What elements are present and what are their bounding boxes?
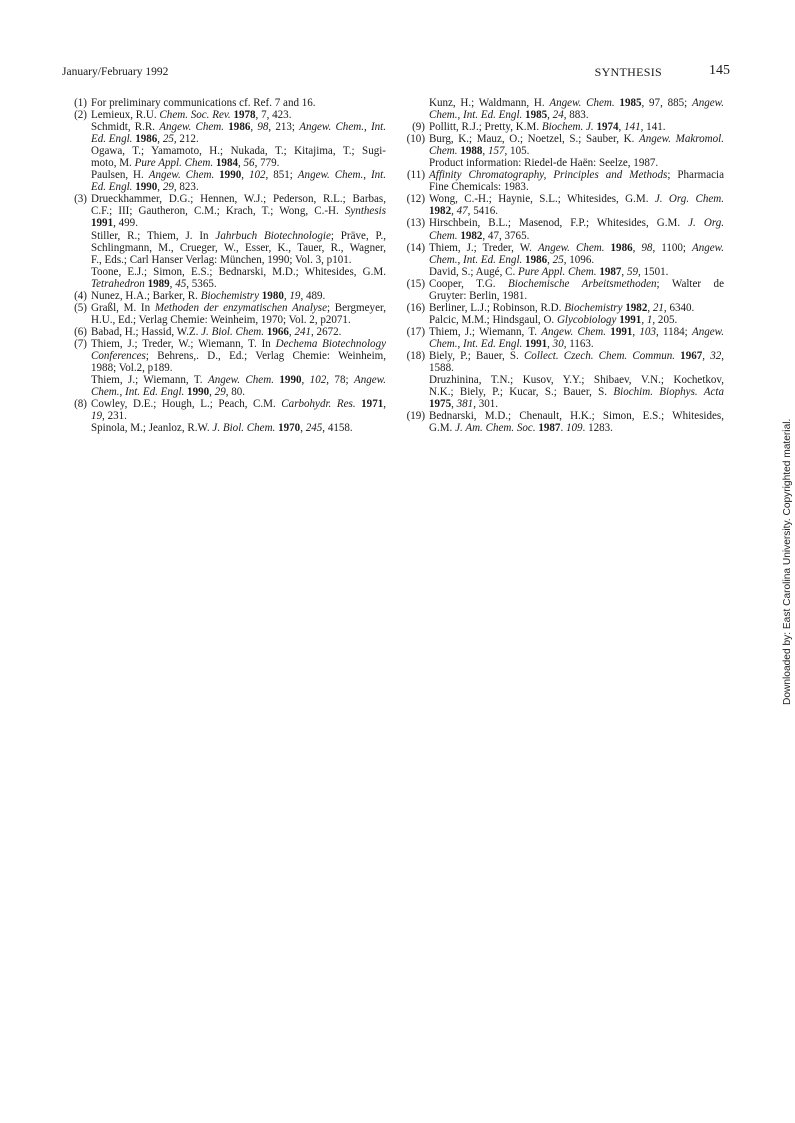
reference-line: 1982, 47, 5416.	[429, 205, 499, 218]
page-number: 145	[709, 63, 730, 78]
reference-text	[91, 302, 386, 326]
reference-entry	[406, 169, 724, 193]
reference-line: Chem., Int. Ed. Engl. 1985, 24, 883.	[429, 109, 589, 122]
reference-line: For preliminary communications cf. Ref. 7 and 16.	[91, 97, 316, 109]
reference-line: Tetrahedron 1989, 45, 5365.	[91, 277, 217, 290]
reference-line: Babad, H.; Hassid, W.Z. J. Biol. Chem. 1966, 241, 2672.	[91, 325, 342, 338]
reference-line: Chem., Int. Ed. Engl. 1990, 29, 80.	[91, 386, 246, 399]
reference-continuation	[406, 97, 724, 121]
reference-entry	[68, 326, 386, 338]
reference-line: Gruyter: Berlin, 1981.	[429, 289, 528, 302]
reference-line: Toone, E.J.; Simon, E.S.; Bednarski, M.D.; Whitesides, G.M.	[91, 265, 386, 278]
reference-entry	[406, 278, 724, 302]
reference-number: (7)	[74, 337, 87, 350]
reference-line: 1988; Vol.2, p189.	[91, 362, 173, 375]
reference-continuation	[406, 157, 724, 169]
reference-line: C.F.; III; Gautheron, C.M.; Krach, T.; Wong, C.-H. Synthesis	[91, 205, 386, 218]
reference-entry	[68, 338, 386, 374]
reference-text	[429, 133, 724, 157]
reference-entry	[406, 350, 724, 374]
reference-text	[91, 398, 386, 422]
reference-text	[429, 242, 724, 266]
reference-line: Chem. 1988, 157, 105.	[429, 145, 530, 158]
reference-line: Paulsen, H. Angew. Chem. 1990, 102, 851; Angew. Chem., Int.	[91, 169, 386, 182]
reference-line: Pollitt, R.J.; Pretty, K.M. Biochem. J. 1974, 141, 141.	[429, 121, 666, 134]
reference-line: Chem., Int. Ed. Engl. 1986, 25, 1096.	[429, 253, 595, 266]
reference-line: Kunz, H.; Waldmann, H. Angew. Chem. 1985, 97, 885; Angew.	[429, 97, 724, 109]
reference-continuation	[68, 121, 386, 145]
reference-text	[429, 97, 724, 121]
reference-line: Conferences; Behrens,. D., Ed.; Verlag Chemie: Weinheim,	[91, 349, 386, 362]
reference-line: Thiem, J.; Treder, W. Angew. Chem. 1986, 98, 1100; Angew.	[429, 241, 724, 254]
reference-line: H.U., Ed.; Verlag Chemie: Weinheim, 1970; Vol. 2, p2071.	[91, 313, 351, 326]
reference-continuation	[68, 145, 386, 169]
reference-line: Hirschbein, B.L.; Masenod, F.P.; Whitesides, G.M. J. Org.	[429, 217, 724, 230]
reference-number: (6)	[74, 325, 87, 338]
reference-continuation	[68, 230, 386, 266]
reference-number: (9)	[412, 121, 425, 134]
reference-text	[429, 410, 724, 434]
reference-line: Stiller, R.; Thiem, J. In Jahrbuch Biotechnologie; Präve, P.,	[91, 229, 386, 242]
reference-number: (18)	[406, 349, 425, 362]
reference-number: (16)	[406, 301, 425, 314]
reference-line: Cooper, T.G. Biochemische Arbeitsmethoden; Walter de	[429, 277, 724, 290]
reference-entry	[68, 302, 386, 326]
reference-number: (11)	[407, 169, 425, 182]
reference-line: Spinola, M.; Jeanloz, R.W. J. Biol. Chem. 1970, 245, 4158.	[91, 422, 353, 435]
reference-line: Fine Chemicals: 1983.	[429, 181, 529, 194]
reference-line: 1588.	[429, 362, 454, 375]
reference-number: (10)	[406, 133, 425, 146]
references-right-column	[406, 97, 724, 434]
reference-line: Graßl, M. In Methoden der enzymatischen Analyse; Bergmeyer,	[91, 301, 386, 314]
reference-text	[429, 169, 724, 193]
reference-text	[91, 121, 386, 145]
reference-line: moto, M. Pure Appl. Chem. 1984, 56, 779.	[91, 157, 280, 170]
reference-line: Burg, K.; Mauz, O.; Noetzel, S.; Sauber, K. Angew. Makromol.	[429, 133, 724, 146]
reference-number: (5)	[74, 301, 87, 314]
reference-entry	[406, 326, 724, 350]
issue-date: January/February 1992	[62, 66, 169, 78]
reference-entry	[68, 97, 386, 109]
reference-line: Berliner, L.J.; Robinson, R.D. Biochemistry 1982, 21, 6340.	[429, 301, 695, 314]
reference-line: Chem. 1982, 47, 3765.	[429, 229, 530, 242]
reference-text	[429, 314, 724, 326]
reference-line: Schlingmann, M., Crueger, W., Esser, K., Tauer, R., Wagner,	[91, 241, 386, 254]
reference-number: (1)	[74, 97, 87, 109]
journal-name: SYNTHESIS	[594, 65, 662, 79]
references-left-column	[68, 97, 386, 434]
reference-text	[91, 230, 386, 266]
reference-text	[91, 169, 386, 193]
reference-line: Ed. Engl. 1990, 29, 823.	[91, 181, 199, 194]
reference-number: (2)	[74, 109, 87, 122]
reference-line: David, S.; Augé, C. Pure Appl. Chem. 1987, 59, 1501.	[429, 265, 669, 278]
reference-line: 1975, 381, 301.	[429, 398, 499, 411]
reference-line: Bednarski, M.D.; Chenault, H.K.; Simon, E.S.; Whitesides,	[429, 410, 724, 423]
reference-entry	[406, 302, 724, 314]
reference-line: Druzhinina, T.N.; Kusov, Y.Y.; Shibaev, V.N.; Kochetkov,	[429, 374, 724, 387]
reference-text	[91, 374, 386, 398]
reference-line: Schmidt, R.R. Angew. Chem. 1986, 98, 213; Angew. Chem., Int.	[91, 121, 386, 134]
reference-text	[91, 266, 386, 290]
reference-line: Thiem, J.; Wiemann, T. Angew. Chem. 1991, 103, 1184; Angew.	[429, 325, 724, 338]
reference-text	[91, 193, 386, 229]
reference-line: Ed. Engl. 1986, 25, 212.	[91, 133, 199, 146]
reference-number: (19)	[406, 410, 425, 423]
reference-number: (8)	[74, 398, 87, 411]
reference-text	[91, 338, 386, 374]
reference-entry	[406, 133, 724, 157]
reference-line: G.M. J. Am. Chem. Soc. 1987. 109. 1283.	[429, 422, 613, 435]
reference-entry	[68, 290, 386, 302]
page-header	[62, 63, 730, 81]
reference-entry	[68, 398, 386, 422]
reference-entry	[406, 410, 724, 434]
reference-entry	[406, 121, 724, 133]
reference-text	[429, 350, 724, 374]
reference-line: Affinity Chromatography, Principles and Methods; Pharmacia	[429, 169, 725, 182]
reference-number: (14)	[406, 241, 425, 254]
reference-continuation	[68, 169, 386, 193]
reference-continuation	[68, 422, 386, 434]
reference-text	[91, 326, 386, 338]
reference-text	[429, 374, 724, 410]
reference-continuation	[406, 374, 724, 410]
reference-text	[429, 217, 724, 241]
reference-text	[91, 290, 386, 302]
reference-line: Ogawa, T.; Yamamoto, H.; Nukada, T.; Kitajima, T.; Sugi-	[91, 145, 386, 158]
reference-entry	[406, 242, 724, 266]
reference-number: (4)	[74, 289, 87, 302]
reference-continuation	[406, 314, 724, 326]
reference-text	[91, 145, 386, 169]
reference-line: Palcic, M.M.; Hindsgaul, O. Glycobiology 1991, 1, 205.	[429, 313, 678, 326]
reference-continuation	[406, 266, 724, 278]
reference-number: (17)	[406, 325, 425, 338]
reference-line: Cowley, D.E.; Hough, L.; Peach, C.M. Carbohydr. Res. 1971,	[91, 398, 387, 411]
reference-text	[429, 302, 724, 314]
reference-line: Nunez, H.A.; Barker, R. Biochemistry 1980, 19, 489.	[91, 289, 326, 302]
reference-text	[91, 97, 386, 109]
reference-entry	[406, 217, 724, 241]
reference-number: (15)	[406, 277, 425, 290]
reference-text	[429, 278, 724, 302]
reference-text	[91, 422, 386, 434]
reference-entry	[68, 193, 386, 229]
reference-number: (12)	[406, 193, 425, 206]
reference-line: Product information: Riedel-de Haën: Seelze, 1987.	[429, 157, 659, 170]
reference-text	[429, 266, 724, 278]
reference-text	[429, 193, 724, 217]
reference-line: Lemieux, R.U. Chem. Soc. Rev. 1978, 7, 423.	[91, 109, 292, 122]
reference-line: Drueckhammer, D.G.; Hennen, W.J.; Pederson, R.L.; Barbas,	[91, 193, 386, 206]
reference-number: (3)	[74, 193, 87, 206]
reference-number: (13)	[406, 217, 425, 230]
reference-line: F., Eds.; Carl Hanser Verlag: München, 1990; Vol. 3, p101.	[91, 253, 352, 266]
reference-line: 19, 231.	[91, 410, 127, 423]
reference-entry	[406, 193, 724, 217]
reference-line: Wong, C.-H.; Haynie, S.L.; Whitesides, G.M. J. Org. Chem.	[429, 193, 724, 206]
reference-line: Thiem, J.; Treder, W.; Wiemann, T. In Dechema Biotechnology	[91, 337, 386, 350]
reference-entry	[68, 109, 386, 121]
reference-line: 1991, 499.	[91, 217, 138, 230]
reference-text	[429, 121, 724, 133]
reference-text	[429, 157, 724, 169]
reference-line: Thiem, J.; Wiemann, T. Angew. Chem. 1990, 102, 78; Angew.	[91, 374, 386, 387]
reference-line: N.K.; Biely, P.; Kucar, S.; Bauer, S. Biochim. Biophys. Acta	[429, 386, 724, 399]
reference-continuation	[68, 266, 386, 290]
reference-line: Chem., Int. Ed. Engl. 1991, 30, 1163.	[429, 337, 594, 350]
reference-line: Biely, P.; Bauer, S. Collect. Czech. Chem. Commun. 1967, 32,	[429, 349, 724, 362]
reference-continuation	[68, 374, 386, 398]
reference-text	[91, 109, 386, 121]
reference-text	[429, 326, 724, 350]
download-watermark: Downloaded by: East Carolina University. Copyrighted material.	[782, 418, 793, 705]
